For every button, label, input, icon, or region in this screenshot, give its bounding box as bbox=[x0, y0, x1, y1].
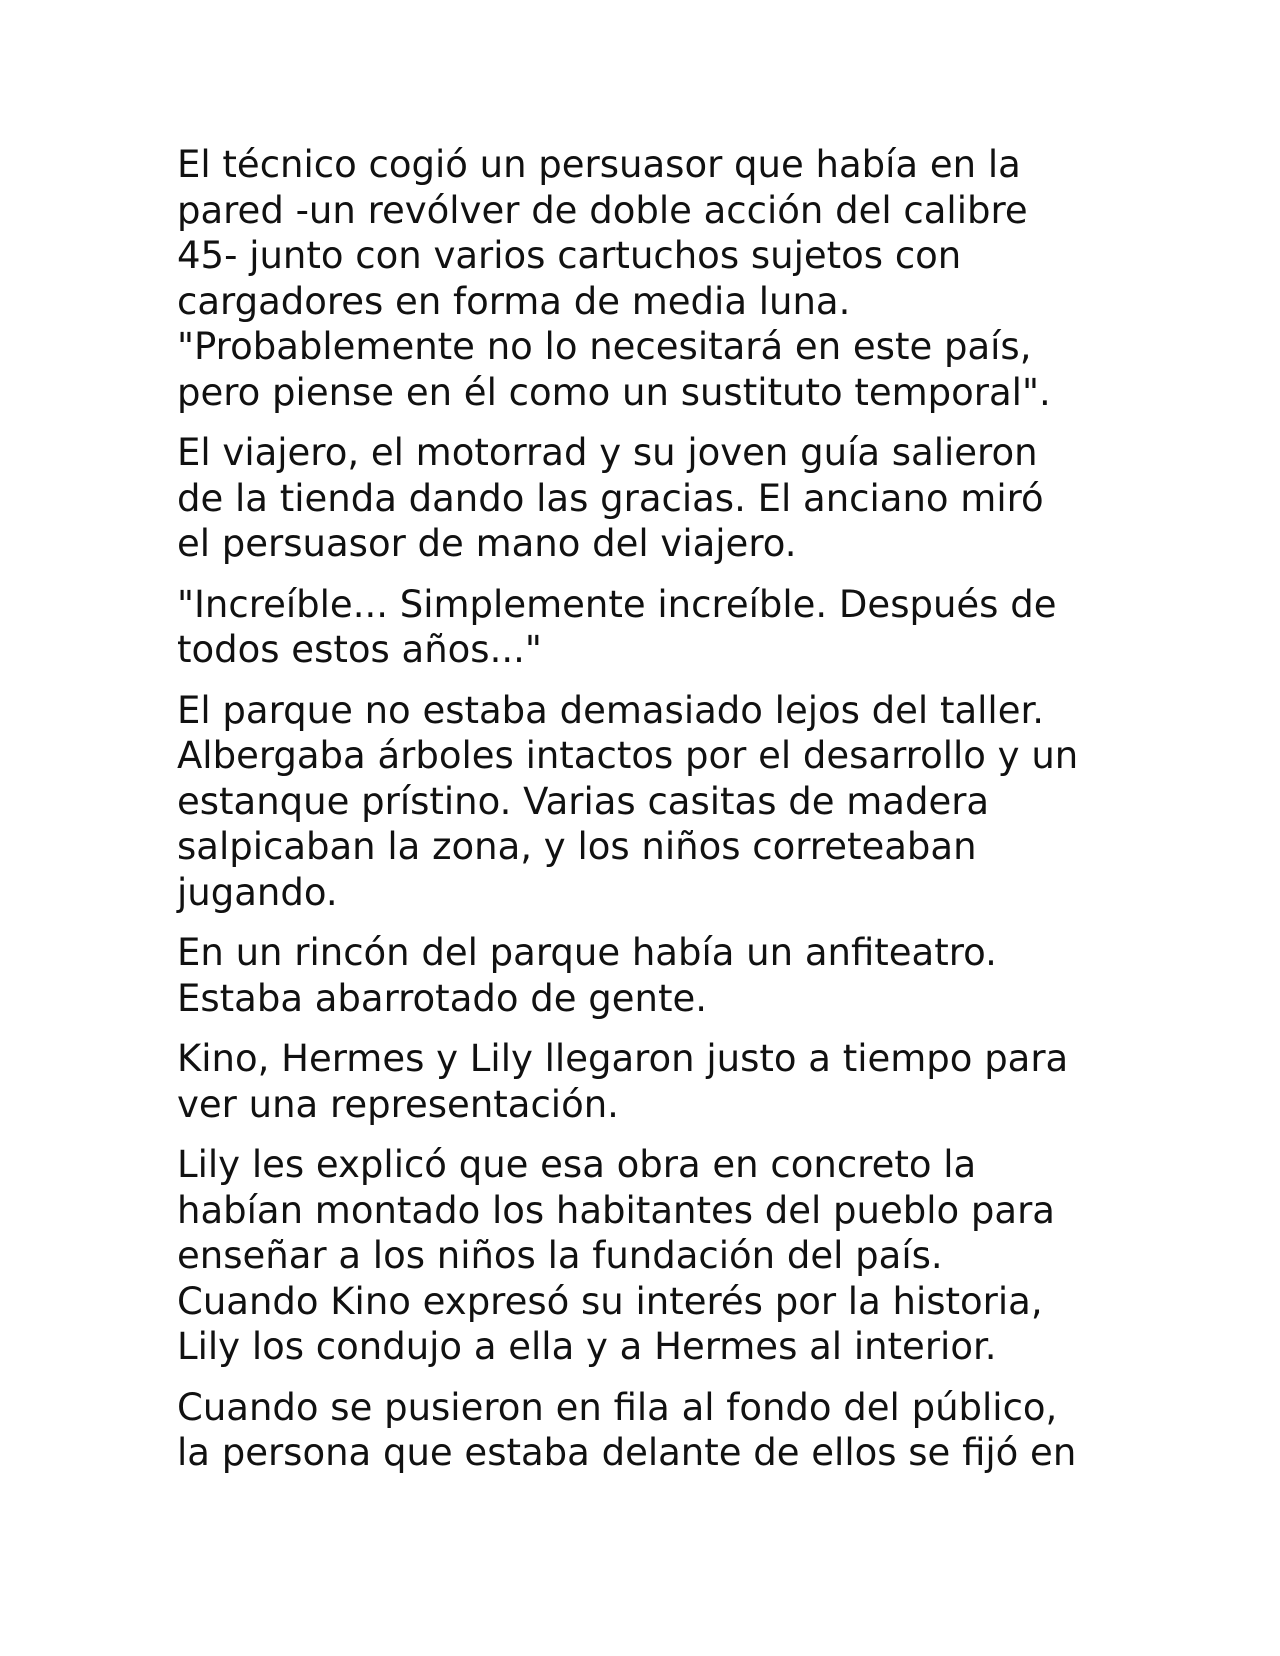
text-line: estanque prístino. Varias casitas de madera bbox=[177, 779, 990, 823]
text-line: jugando. bbox=[177, 870, 338, 914]
text-line: Lily los condujo a ella y a Hermes al interior. bbox=[177, 1325, 997, 1368]
text-line: Lily les explicó que esa obra en concreto la bbox=[177, 1143, 977, 1186]
paragraph-4 bbox=[177, 688, 1177, 916]
text-line: salpicaban la zona, y los niños correteaban bbox=[177, 825, 977, 868]
text-line: ver una representación. bbox=[177, 1082, 619, 1126]
paragraph-7 bbox=[177, 1142, 1177, 1370]
text-line: habían montado los habitantes del pueblo para bbox=[177, 1188, 1055, 1232]
text-line: de la tienda dando las gracias. El anciano miró bbox=[177, 476, 1044, 520]
text-line: todos estos años..." bbox=[177, 628, 542, 671]
text-line: Cuando Kino expresó su interés por la historia, bbox=[177, 1279, 1043, 1323]
paragraph-2 bbox=[177, 430, 1177, 567]
paragraph-5 bbox=[177, 930, 1177, 1021]
text-line: Albergaba árboles intactos por el desarrollo y un bbox=[177, 734, 1079, 777]
text-line: Estaba abarrotado de gente. bbox=[177, 976, 707, 1020]
text-line: Cuando se pusieron en fila al fondo del público, bbox=[177, 1385, 1058, 1429]
text-line: Kino, Hermes y Lily llegaron justo a tiempo para bbox=[177, 1037, 1069, 1080]
document-page bbox=[177, 142, 1177, 1491]
paragraph-8 bbox=[177, 1385, 1177, 1476]
text-line: enseñar a los niños la fundación del país. bbox=[177, 1234, 943, 1277]
text-line: El técnico cogió un persuasor que había en la bbox=[177, 143, 1021, 186]
text-line: la persona que estaba delante de ellos se fijó en bbox=[177, 1431, 1077, 1474]
text-line: El viajero, el motorrad y su joven guía salieron bbox=[177, 431, 1038, 474]
text-line: 45- junto con varios cartuchos sujetos con bbox=[177, 234, 962, 277]
text-line: el persuasor de mano del viajero. bbox=[177, 522, 797, 565]
paragraph-1 bbox=[177, 142, 1177, 415]
paragraph-6 bbox=[177, 1036, 1177, 1127]
text-line: En un rincón del parque había un anfiteatro. bbox=[177, 931, 997, 974]
text-line: pero piense en él como un sustituto temporal". bbox=[177, 370, 1051, 414]
text-line: "Increíble... Simplemente increíble. Después de bbox=[177, 582, 1057, 626]
text-line: El parque no estaba demasiado lejos del taller. bbox=[177, 688, 1045, 732]
text-line: pared -un revólver de doble acción del calibre bbox=[177, 188, 1028, 232]
text-line: "Probablemente no lo necesitará en este país, bbox=[177, 325, 1032, 368]
text-line: cargadores en forma de media luna. bbox=[177, 279, 851, 323]
paragraph-3 bbox=[177, 582, 1177, 673]
